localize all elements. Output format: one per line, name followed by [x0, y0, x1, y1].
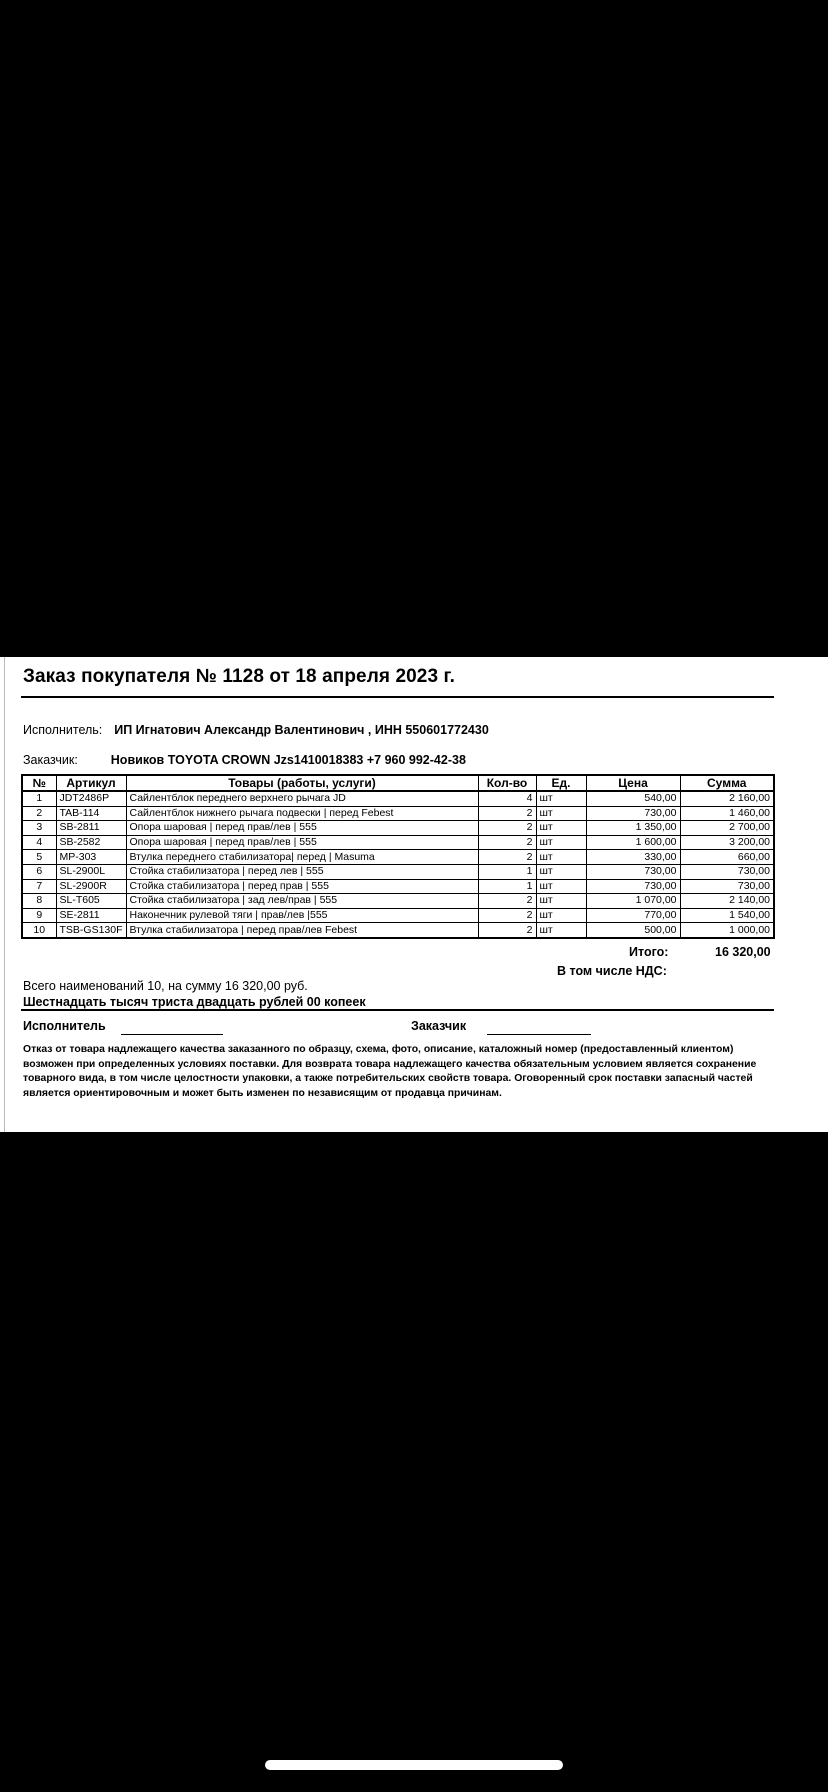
cell-sku: SL-2900L: [56, 864, 126, 879]
cell-price: 1 350,00: [586, 821, 680, 836]
cell-sku: MP-303: [56, 850, 126, 865]
cell-unit: шт: [536, 894, 586, 909]
cell-price: 770,00: [586, 908, 680, 923]
cell-unit: шт: [536, 791, 586, 806]
cell-sum: 660,00: [680, 850, 774, 865]
cell-number: 6: [22, 864, 56, 879]
title-divider: [21, 696, 774, 698]
cell-name: Опора шаровая | перед прав/лев | 555: [126, 835, 478, 850]
document-page: [0, 657, 828, 1132]
summary-divider: [21, 1009, 774, 1011]
table-row: [22, 850, 774, 865]
total-value: 16 320,00: [715, 945, 771, 959]
cell-sum: 1 540,00: [680, 908, 774, 923]
table-row: [22, 806, 774, 821]
cell-name: Сайлентблок переднего верхнего рычага JD: [126, 791, 478, 806]
cell-name: Наконечник рулевой тяги | прав/лев |555: [126, 908, 478, 923]
cell-sum: 1 000,00: [680, 923, 774, 938]
cell-name: Втулка переднего стабилизатора| перед | Masuma: [126, 850, 478, 865]
cell-qty: 1: [478, 864, 536, 879]
executor-label: Исполнитель:: [23, 723, 103, 737]
items-table: [21, 774, 775, 939]
cell-number: 5: [22, 850, 56, 865]
executor-value: ИП Игнатович Александр Валентинович , ИНН 550601772430: [114, 723, 489, 737]
cell-number: 3: [22, 821, 56, 836]
table-row: [22, 864, 774, 879]
home-indicator[interactable]: [265, 1760, 563, 1770]
cell-sum: 730,00: [680, 864, 774, 879]
cell-sku: SB-2582: [56, 835, 126, 850]
cell-qty: 2: [478, 894, 536, 909]
cell-number: 8: [22, 894, 56, 909]
cell-unit: шт: [536, 850, 586, 865]
cell-number: 1: [22, 791, 56, 806]
signature-executor-label: Исполнитель: [23, 1019, 106, 1033]
table-row: [22, 908, 774, 923]
cell-unit: шт: [536, 908, 586, 923]
cell-price: 730,00: [586, 806, 680, 821]
cell-sku: SL-2900R: [56, 879, 126, 894]
cell-sku: JDT2486P: [56, 791, 126, 806]
cell-price: 730,00: [586, 879, 680, 894]
table-header-row: [22, 775, 774, 791]
col-header-sum: Сумма: [680, 775, 774, 791]
cell-sum: 2 140,00: [680, 894, 774, 909]
cell-sum: 2 700,00: [680, 821, 774, 836]
cell-price: 330,00: [586, 850, 680, 865]
cell-sku: SL-T605: [56, 894, 126, 909]
cell-sum: 730,00: [680, 879, 774, 894]
cell-price: 500,00: [586, 923, 680, 938]
cell-number: 10: [22, 923, 56, 938]
table-row: [22, 835, 774, 850]
cell-unit: шт: [536, 821, 586, 836]
table-row: [22, 923, 774, 938]
cell-unit: шт: [536, 879, 586, 894]
page-edge: [4, 657, 5, 1132]
cell-qty: 2: [478, 908, 536, 923]
cell-number: 4: [22, 835, 56, 850]
total-label: Итого:: [629, 945, 669, 959]
table-row: [22, 821, 774, 836]
cell-sum: 3 200,00: [680, 835, 774, 850]
terms-text: Отказ от товара надлежащего качества заказанного по образцу, схема, фото, описание, каталожный номер (предоставленный клиентом) возможен при определенных условиях поставки. Для возврата товара надлежащего качества обязательным условием является сохранение товарного вида, в том числе целостности упаковки, а также потребительских свойств товара. Оговоренный срок поставки запасный частей является ориентировочным и может быть изменен по независящим от продавца причинам.: [23, 1044, 757, 1099]
cell-unit: шт: [536, 806, 586, 821]
col-header-sku: Артикул: [56, 775, 126, 791]
cell-number: 7: [22, 879, 56, 894]
cell-name: Стойка стабилизатора | перед лев | 555: [126, 864, 478, 879]
cell-sum: 2 160,00: [680, 791, 774, 806]
cell-qty: 2: [478, 806, 536, 821]
cell-name: Стойка стабилизатора | зад лев/прав | 555: [126, 894, 478, 909]
cell-name: Сайлентблок нижнего рычага подвески | перед Febest: [126, 806, 478, 821]
cell-sku: SB-2811: [56, 821, 126, 836]
table-row: [22, 791, 774, 806]
signature-customer-line: [487, 1034, 591, 1035]
cell-unit: шт: [536, 923, 586, 938]
cell-sku: SE-2811: [56, 908, 126, 923]
cell-price: 1 600,00: [586, 835, 680, 850]
cell-qty: 4: [478, 791, 536, 806]
customer-row: [23, 753, 466, 767]
cell-price: 540,00: [586, 791, 680, 806]
executor-row: [23, 723, 489, 737]
cell-number: 9: [22, 908, 56, 923]
signature-customer-label: Заказчик: [411, 1019, 467, 1033]
col-header-qty: Кол-во: [478, 775, 536, 791]
cell-qty: 2: [478, 835, 536, 850]
cell-price: 730,00: [586, 864, 680, 879]
summary-amount-words: Шестнадцать тысяч триста двадцать рублей 00 копеек: [23, 995, 366, 1009]
cell-qty: 1: [478, 879, 536, 894]
cell-price: 1 070,00: [586, 894, 680, 909]
cell-qty: 2: [478, 923, 536, 938]
col-header-number: №: [22, 775, 56, 791]
cell-sum: 1 460,00: [680, 806, 774, 821]
cell-name: Опора шаровая | перед прав/лев | 555: [126, 821, 478, 836]
cell-sku: TSB-GS130F: [56, 923, 126, 938]
cell-sku: TAB-114: [56, 806, 126, 821]
col-header-unit: Ед.: [536, 775, 586, 791]
cell-qty: 2: [478, 821, 536, 836]
table-row: [22, 894, 774, 909]
signature-executor-line: [121, 1034, 223, 1035]
col-header-price: Цена: [586, 775, 680, 791]
cell-unit: шт: [536, 864, 586, 879]
document-title: Заказ покупателя № 1128 от 18 апреля 2023 г.: [23, 666, 455, 687]
table-row: [22, 879, 774, 894]
vat-label: В том числе НДС:: [557, 964, 667, 978]
cell-unit: шт: [536, 835, 586, 850]
cell-number: 2: [22, 806, 56, 821]
customer-label: Заказчик:: [23, 753, 78, 767]
cell-name: Стойка стабилизатора | перед прав | 555: [126, 879, 478, 894]
cell-qty: 2: [478, 850, 536, 865]
customer-value: Новиков TOYOTA CROWN Jzs1410018383 +7 960 992-42-38: [110, 753, 466, 767]
col-header-name: Товары (работы, услуги): [126, 775, 478, 791]
summary-count: Всего наименований 10, на сумму 16 320,00 руб.: [23, 979, 308, 993]
cell-name: Втулка стабилизатора | перед прав/лев Febest: [126, 923, 478, 938]
